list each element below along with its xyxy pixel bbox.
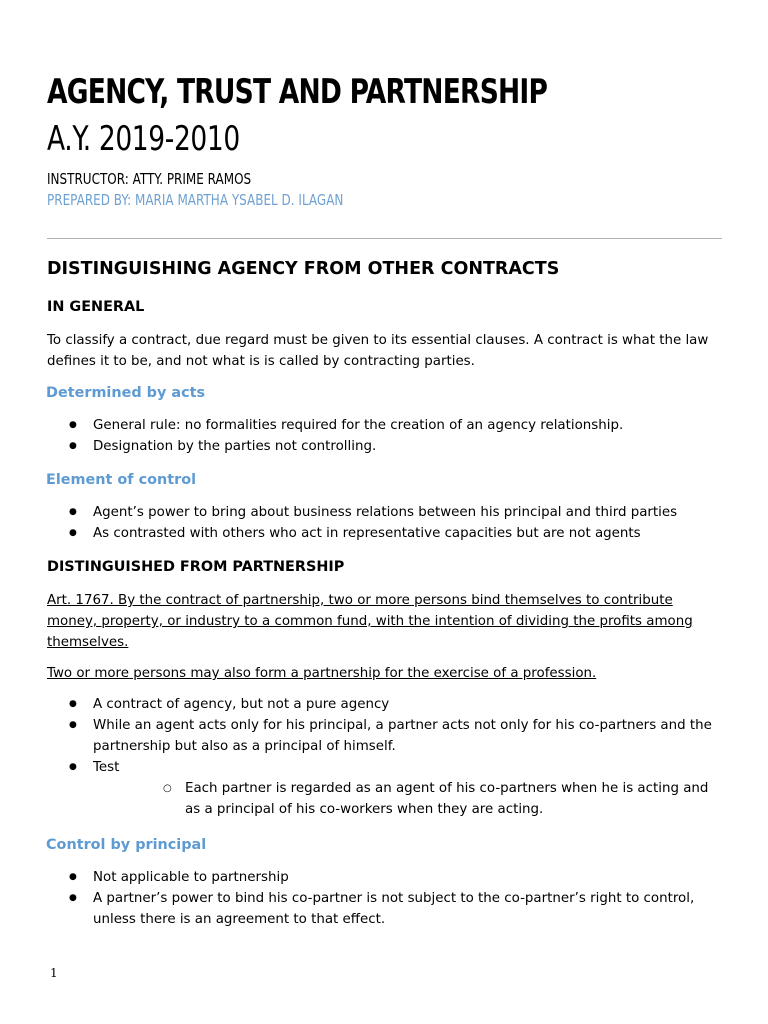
partnership-heading: DISTINGUISHED FROM PARTNERSHIP	[47, 559, 345, 575]
list-item: ● General rule: no formalities required for the creation of an agency relationship.	[47, 415, 722, 436]
list-item: ● As contrasted with others who act in representative capacities but are not agents	[47, 523, 722, 544]
list-item: ● Not applicable to partnership	[47, 867, 722, 888]
control-by-principal-list	[47, 867, 722, 930]
list-item: ● A contract of agency, but not a pure agency	[47, 694, 722, 715]
document-body	[47, 256, 722, 942]
element-of-control-heading: Element of control	[46, 472, 197, 488]
determined-by-acts-heading: Determined by acts	[46, 385, 206, 401]
in-general-heading: IN GENERAL	[47, 299, 145, 315]
partnership-list	[47, 694, 722, 820]
page-number: 1	[50, 966, 58, 980]
list-item: ● Designation by the parties not controlling.	[47, 436, 722, 457]
horizontal-divider	[47, 238, 722, 239]
academic-year: A.Y. 2019-2010	[47, 119, 240, 159]
article-1767-paragraph: Art. 1767. By the contract of partnership, two or more persons bind themselves to contribute money, property, or industry to a common fund, with the intention of dividing the profits among themselves.	[47, 593, 693, 650]
list-item: ● A partner’s power to bind his co-partner is not subject to the co-partner’s right to control, unless there is an agreement to that effect.	[47, 888, 722, 930]
document-title: AGENCY, TRUST AND PARTNERSHIP	[47, 72, 548, 112]
list-item	[47, 757, 722, 820]
in-general-paragraph: To classify a contract, due regard must be given to its essential clauses. A contract is what the law defines it to be, and not what is is called by contracting parties.	[47, 333, 709, 369]
profession-partnership-paragraph: Two or more persons may also form a partnership for the exercise of a profession.	[47, 666, 597, 681]
list-item: ● Agent’s power to bring about business relations between his principal and third parties	[47, 502, 722, 523]
list-item-label: Test	[93, 760, 120, 775]
determined-by-acts-list	[47, 415, 722, 457]
list-item: ● While an agent acts only for his principal, a partner acts not only for his co-partners and the partnership but also as a principal of himself.	[47, 715, 722, 757]
sub-list-item: ○ Each partner is regarded as an agent of his co-partners when he is acting and as a principal of his co-workers when they are acting.	[93, 778, 722, 820]
element-of-control-list	[47, 502, 722, 544]
section-heading: DISTINGUISHING AGENCY FROM OTHER CONTRACTS	[47, 259, 560, 279]
test-sub-list	[93, 778, 722, 820]
instructor-line: INSTRUCTOR: ATTY. PRIME RAMOS	[47, 170, 252, 188]
prepared-by-line: PREPARED BY: MARIA MARTHA YSABEL D. ILAGAN	[47, 191, 344, 209]
control-by-principal-heading: Control by principal	[46, 837, 207, 853]
